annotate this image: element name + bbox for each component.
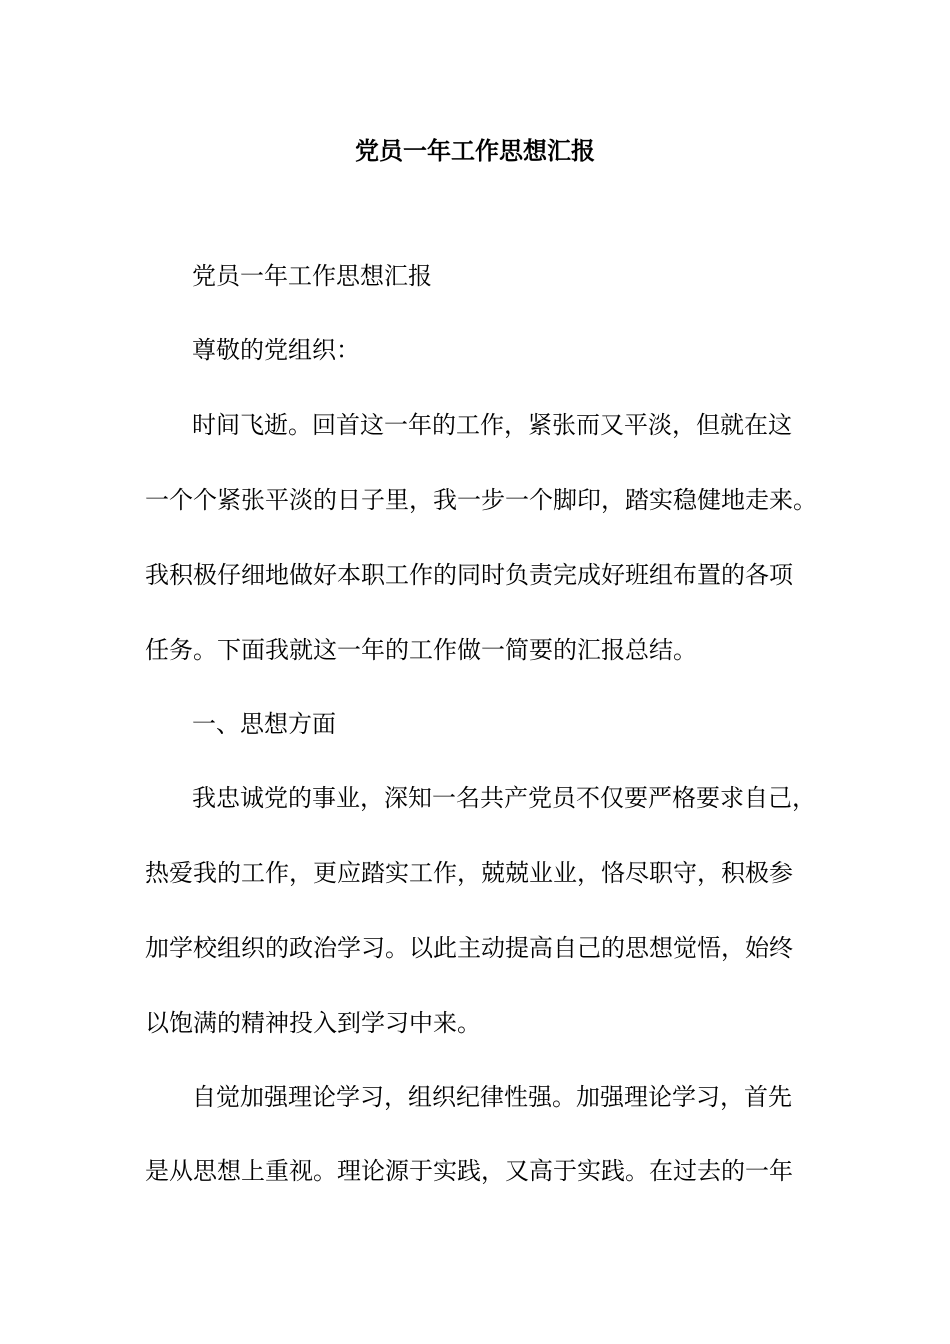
body-line: 是从思想上重视。理论源于实践，又高于实践。在过去的一年 (145, 1157, 793, 1185)
body-line: 自觉加强理论学习，组织纪律性强。加强理论学习，首先 (192, 1083, 792, 1111)
document-title: 党员一年工作思想汇报 (355, 136, 595, 165)
body-line: 任务。下面我就这一年的工作做一简要的汇报总结。 (145, 636, 697, 664)
body-line: 党员一年工作思想汇报 (192, 262, 432, 290)
body-line: 我忠诚党的事业，深知一名共产党员不仅要严格要求自己， (192, 784, 816, 812)
body-line: 时间飞逝。回首这一年的工作，紧张而又平淡，但就在这 (192, 411, 792, 439)
body-line: 以饱满的精神投入到学习中来。 (145, 1009, 481, 1037)
body-line: 加学校组织的政治学习。以此主动提高自己的思想觉悟，始终 (145, 934, 793, 962)
body-line: 我积极仔细地做好本职工作的同时负责完成好班组布置的各项 (145, 561, 793, 589)
section-heading: 一、思想方面 (192, 710, 336, 738)
body-line: 尊敬的党组织： (192, 336, 360, 364)
body-line: 一个个紧张平淡的日子里，我一步一个脚印，踏实稳健地走来。 (145, 486, 817, 514)
body-line: 热爱我的工作，更应踏实工作，兢兢业业，恪尽职守，积极参 (145, 859, 793, 887)
